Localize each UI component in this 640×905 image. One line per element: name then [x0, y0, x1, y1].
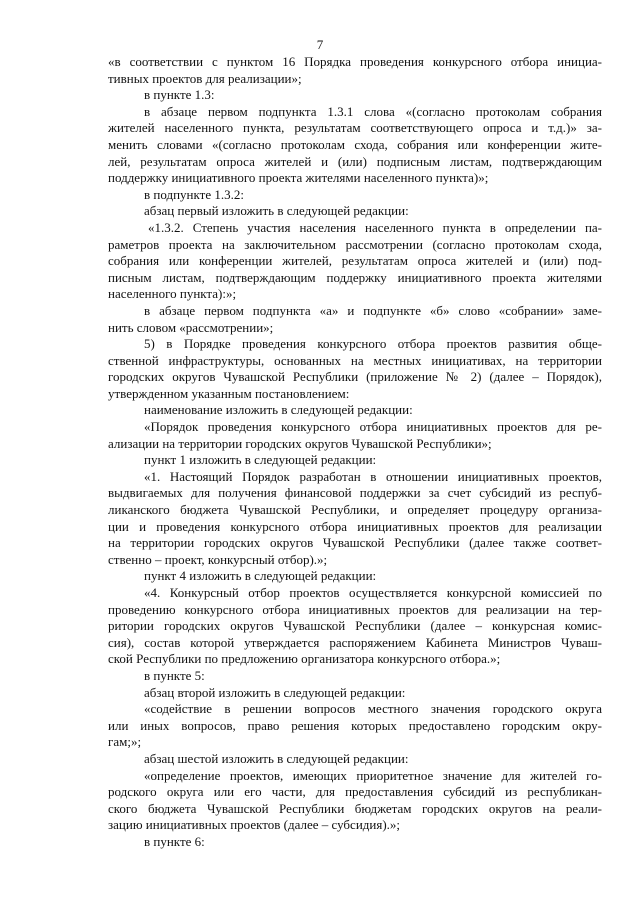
text-line: «4. Конкурсный отбор проектов осуществляется конкурсной комиссией по — [144, 585, 602, 600]
text-line: сия), состав которой утверждается распоряжением Кабинета Министров Чуваш- — [108, 634, 602, 650]
text-line: ритории городских округов Чувашской Республики (далее – конкурсная комис- — [108, 618, 602, 634]
text-line: утвержденном указанным постановлением: — [108, 385, 350, 401]
text-line: абзац второй изложить в следующей редакции: — [144, 684, 406, 700]
text-line: жителей населенного пункта, результатам соответствующего опроса и т.д.)» за- — [108, 120, 602, 136]
text-line: в пункте 6: — [144, 833, 205, 849]
text-line: собрания или конференции жителей, результатам опроса жителей и (или) под- — [108, 253, 602, 269]
text-line: менить словами «(согласно протоколам схода, собрания или конференции жите- — [108, 136, 602, 152]
text-line: выдвигаемых для получения финансовой поддержки за счет субсидий из респуб- — [108, 485, 602, 501]
text-line: поддержку инициативного проекта жителями населенного пункта)»; — [108, 170, 489, 186]
text-line: «в соответствии с пунктом 16 Порядка проведения конкурсного отбора инициа- — [108, 54, 602, 69]
text-line: в пункте 5: — [144, 667, 205, 683]
text-line: в абзаце первом подпункта 1.3.1 слова «(согласно протоколам собрания — [144, 103, 602, 119]
text-line: ской Республики по предложению организатора конкурсного отбора.»; — [108, 651, 501, 667]
text-line: пункт 4 изложить в следующей редакции: — [144, 568, 377, 584]
text-line: ции и проведения конкурсного отбора инициативных проектов для реализации — [108, 518, 602, 534]
text-line: лей, результатам опроса жителей и (или) подписным листам, подтверждающим — [108, 153, 602, 169]
text-line: тивных проектов для реализации»; — [108, 70, 302, 86]
text-line: проведению конкурсного отбора инициативных проектов для реализации на тер- — [108, 601, 602, 617]
text-line: или иных вопросов, право решения которых предоставлено городским окру- — [108, 717, 602, 733]
text-line: раметров проекта на заключительном рассмотрении (согласно протоколам схода, — [108, 236, 602, 252]
text-line: «1.3.2. Степень участия населения населенного пункта в определении па- — [148, 219, 602, 235]
text-line: «содействие в решении вопросов местного значения городского округа — [144, 701, 602, 717]
text-line: ственно – проект, конкурсный отбор).»; — [108, 551, 328, 567]
text-line: ализации на территории городских округов Чувашской Республики»; — [108, 435, 492, 451]
text-line: «определение проектов, имеющих приоритетное значение для жителей го- — [144, 767, 602, 783]
document-body — [108, 54, 602, 851]
text-line: абзац первый изложить в следующей редакции: — [144, 203, 409, 219]
text-line: «1. Настоящий Порядок разработан в отношении инициативных проектов, — [144, 468, 602, 484]
text-line: на территории городских округов Чувашской Республики (далее также соответ- — [108, 535, 602, 551]
page-number: 7 — [316, 37, 324, 52]
text-line: наименование изложить в следующей редакции: — [144, 402, 413, 418]
text-line: в абзаце первом подпункта «а» и подпункте «б» слово «собрании» заме- — [144, 302, 602, 318]
text-line: зацию инициативных проектов (далее – субсидия).»; — [108, 817, 401, 833]
text-line: населенного пункта):»; — [108, 286, 237, 302]
text-line: ственной инфраструктуры, основанных на местных инициативах, на территории — [108, 352, 602, 368]
text-line: ликанского бюджета Чувашской Республики, и определяет процедуру организа- — [108, 502, 602, 518]
text-line: писным листам, подтверждающим поддержку инициативного проекта жителями — [108, 269, 602, 285]
text-line: в подпункте 1.3.2: — [144, 186, 244, 202]
text-line: городских округов Чувашской Республики (приложение № 2) (далее – Порядок), — [108, 369, 602, 385]
text-line: абзац шестой изложить в следующей редакции: — [144, 750, 409, 766]
text-line: гам;»; — [108, 734, 142, 750]
text-line: родского округа или его части, для предоставления субсидий из республикан- — [108, 784, 602, 800]
text-line: ского бюджета Чувашской Республики бюджетам городских округов на реали- — [108, 800, 602, 816]
text-line: 5) в Порядке проведения конкурсного отбора проектов развития обще- — [144, 336, 602, 352]
text-line: пункт 1 изложить в следующей редакции: — [144, 452, 377, 468]
text-line: нить словом «рассмотрении»; — [108, 319, 274, 335]
text-line: «Порядок проведения конкурсного отбора инициативных проектов для ре- — [144, 419, 602, 435]
text-line: в пункте 1.3: — [144, 87, 215, 103]
